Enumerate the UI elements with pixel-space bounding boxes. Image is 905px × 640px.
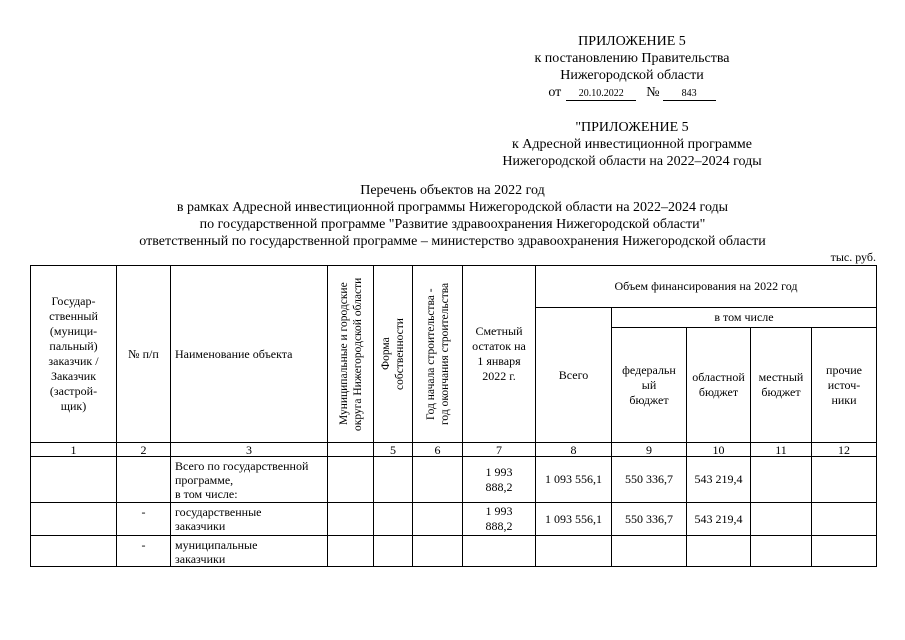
header-municipality: Муниципальные и городские округа Нижегородской области: [337, 277, 364, 431]
header-municipality-cell: [328, 266, 374, 443]
column-number: 1: [31, 443, 117, 457]
row-balance: [463, 536, 536, 567]
row-other: [812, 503, 877, 536]
row-customer: [31, 536, 117, 567]
document-title: [0, 182, 905, 250]
decree-appendix-heading: ПРИЛОЖЕНИЕ 5: [578, 34, 686, 49]
header-object-name: Наименование объекта: [171, 266, 328, 443]
title-line-4: ответственный по государственной программе – министерство здравоохранения Нижегородской области: [139, 234, 766, 249]
row-total: [536, 536, 612, 567]
decree-number: 843: [663, 87, 716, 101]
program-appendix-line-1: к Адресной инвестиционной программе: [511, 137, 753, 152]
row-regional: 543 219,4: [687, 457, 751, 503]
column-number: 11: [751, 443, 812, 457]
objects-table: [30, 265, 877, 567]
row-years: [413, 536, 463, 567]
row-number: -: [117, 503, 171, 536]
column-numbers-row: [31, 443, 877, 457]
row-object-name: муниципальные заказчики: [171, 536, 328, 567]
header-other-sources: прочие источ- ники: [812, 328, 877, 443]
header-balance: Сметный остаток на 1 января 2022 г.: [463, 266, 536, 443]
number-sign: №: [646, 85, 660, 100]
header-federal-budget: федеральн ый бюджет: [612, 328, 687, 443]
header-number: № п/п: [117, 266, 171, 443]
row-other: [812, 457, 877, 503]
header-financing: Объем финансирования на 2022 год: [536, 266, 877, 308]
row-years: [413, 503, 463, 536]
decree-date: 20.10.2022: [566, 87, 636, 101]
row-total: 1 093 556,1: [536, 457, 612, 503]
row-regional: 543 219,4: [687, 503, 751, 536]
column-number: 2: [117, 443, 171, 457]
row-local: [751, 457, 812, 503]
row-balance: 1 993 888,2: [463, 457, 536, 503]
column-number: 6: [413, 443, 463, 457]
header-regional-budget: областной бюджет: [687, 328, 751, 443]
column-number: [328, 443, 374, 457]
row-object-name: государственные заказчики: [171, 503, 328, 536]
title-line-1: Перечень объектов на 2022 год: [360, 183, 545, 198]
table-row: [31, 457, 877, 503]
program-appendix-heading: "ПРИЛОЖЕНИЕ 5: [575, 120, 689, 135]
header-customer: Государ- ственный (муници- пальный) заказчик / Заказчик (застрой- щик): [31, 266, 117, 443]
decree-reference: [432, 33, 832, 101]
decree-line-2: Нижегородской области: [560, 68, 704, 83]
row-local: [751, 503, 812, 536]
column-number: 12: [812, 443, 877, 457]
row-municipality: [328, 457, 374, 503]
row-other: [812, 536, 877, 567]
row-customer: [31, 457, 117, 503]
title-line-3: по государственной программе "Развитие здравоохранения Нижегородской области": [199, 217, 706, 232]
units-label: тыс. руб.: [830, 250, 876, 264]
column-number: 9: [612, 443, 687, 457]
row-total: 1 093 556,1: [536, 503, 612, 536]
header-years-cell: [413, 266, 463, 443]
column-number: 3: [171, 443, 328, 457]
row-ownership: [374, 503, 413, 536]
header-years: Год начала строительства - год окончания строительства: [424, 282, 451, 426]
column-number: 10: [687, 443, 751, 457]
row-federal: 550 336,7: [612, 503, 687, 536]
header-row: [31, 266, 877, 308]
header-ownership: Форма собственности: [380, 318, 406, 390]
row-number: [117, 457, 171, 503]
date-prefix: от: [548, 85, 562, 100]
table-row: [31, 536, 877, 567]
row-years: [413, 457, 463, 503]
header-local-budget: местный бюджет: [751, 328, 812, 443]
column-number: 7: [463, 443, 536, 457]
row-municipality: [328, 503, 374, 536]
title-line-2: в рамках Адресной инвестиционной программы Нижегородской области на 2022–2024 годы: [176, 200, 729, 215]
row-local: [751, 536, 812, 567]
program-appendix-reference: [432, 119, 832, 170]
table-row: [31, 503, 877, 536]
header-total: Всего: [536, 308, 612, 443]
row-object-name: Всего по государственной программе, в том числе:: [171, 457, 328, 503]
row-balance: 1 993 888,2: [463, 503, 536, 536]
row-regional: [687, 536, 751, 567]
header-including: в том числе: [612, 308, 877, 328]
column-number: 8: [536, 443, 612, 457]
row-municipality: [328, 536, 374, 567]
header-ownership-cell: [374, 266, 413, 443]
row-ownership: [374, 457, 413, 503]
row-customer: [31, 503, 117, 536]
row-number: -: [117, 536, 171, 567]
decree-date-line: [432, 84, 832, 101]
program-appendix-line-2: Нижегородской области на 2022–2024 годы: [502, 154, 762, 169]
row-federal: [612, 536, 687, 567]
decree-line-1: к постановлению Правительства: [534, 51, 730, 66]
column-number: 5: [374, 443, 413, 457]
row-ownership: [374, 536, 413, 567]
row-federal: 550 336,7: [612, 457, 687, 503]
